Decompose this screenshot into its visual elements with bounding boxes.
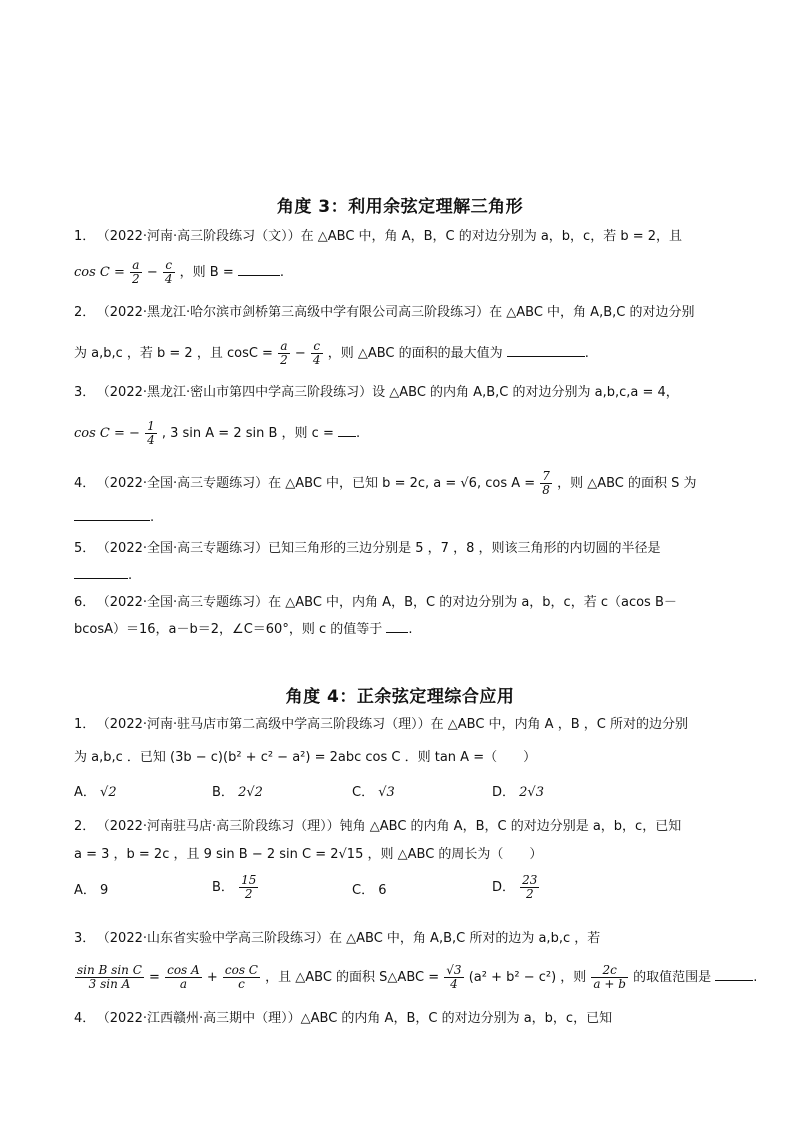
- formula-text: cos C = −: [74, 426, 140, 441]
- fraction: [239, 874, 258, 901]
- option-value: 2√2: [238, 785, 263, 800]
- question-text: ，则 △ABC 的面积 S 为: [557, 476, 697, 491]
- fraction: [165, 964, 202, 991]
- question-text: 的取值范围是: [633, 970, 712, 985]
- section-4-title: 角度 4：正余弦定理综合应用: [285, 687, 515, 707]
- option-value: √3: [378, 785, 395, 800]
- question-text: （2022·河南·高三阶段练习（文））在 △ABC 中，角 A，B，C 的对边分别为 a，b，c，若 b = 2，且: [103, 229, 683, 244]
- s4-q4-line1: [74, 1010, 734, 1028]
- operator: +: [206, 970, 218, 985]
- question-number: 1．: [74, 229, 96, 244]
- s3-q2-line1: [74, 304, 734, 322]
- period: .: [355, 426, 361, 441]
- option-d[interactable]: [492, 874, 540, 901]
- fraction-denominator: 3 sin A: [88, 977, 131, 991]
- fraction-numerator: cos C: [224, 963, 258, 977]
- fraction-numerator: 1: [147, 419, 155, 433]
- fraction-denominator: a: [179, 977, 187, 991]
- option-c[interactable]: [352, 784, 395, 802]
- s4-q1-line2: [74, 749, 734, 767]
- fraction: [520, 874, 539, 901]
- fraction-denominator: 4: [450, 977, 458, 991]
- s3-q6-line2: [74, 620, 734, 639]
- option-value: 6: [378, 883, 387, 898]
- question-text: （2022·黑龙江·哈尔滨市剑桥第三高级中学有限公司高三阶段练习）在 △ABC 中，角 A,B,C 的对边分别: [103, 305, 695, 320]
- fraction-denominator: c: [238, 977, 245, 991]
- fraction-numerator: 15: [241, 873, 257, 887]
- option-label: B．: [212, 880, 234, 895]
- s4-q3-line1: [74, 930, 734, 948]
- question-text: bcosA）＝16，a－b＝2，∠C＝60°，则 c 的值等于: [74, 622, 383, 637]
- question-text: （2022·河南驻马店·高三阶段练习（理））钝角 △ABC 的内角 A，B，C 的对边分别是 a，b，c，已知: [103, 819, 682, 834]
- operator: −: [294, 346, 306, 361]
- fraction-numerator: a: [278, 340, 290, 354]
- fraction: [223, 964, 260, 991]
- s4-q2-line1: [74, 818, 734, 836]
- operator: −: [146, 265, 158, 280]
- fraction-denominator: 4: [147, 433, 155, 447]
- question-number: 5．: [74, 541, 96, 556]
- answer-blank: [715, 968, 753, 981]
- fraction-denominator: 4: [164, 272, 173, 286]
- s4-q2-line2: [74, 846, 734, 864]
- option-c[interactable]: [352, 882, 387, 900]
- s3-q5-line2: [74, 566, 734, 585]
- fraction-numerator: √3: [446, 963, 462, 977]
- question-text: （2022·河南·驻马店市第二高级中学高三阶段练习（理））在 △ABC 中，内角 A ，B ，C 所对的边分别: [103, 717, 688, 732]
- s3-q4-line2: [74, 508, 734, 527]
- option-label: C．: [352, 883, 375, 898]
- question-number: 6．: [74, 595, 96, 610]
- answer-blank: [74, 566, 128, 579]
- question-text: ，则 B =: [179, 265, 234, 280]
- option-label: D．: [492, 880, 516, 895]
- period: .: [150, 510, 155, 525]
- operator: =: [149, 970, 160, 985]
- question-number: 4．: [74, 476, 96, 491]
- period: .: [128, 568, 133, 583]
- question-number: 3．: [74, 931, 96, 946]
- question-text: (a² + b² − c²) ，则: [468, 970, 587, 985]
- question-number: 2．: [74, 305, 96, 320]
- s3-q1-line2: [74, 259, 734, 286]
- question-text: 为 a,b,c ．已知 (3b − c)(b² + c² − a²) = 2abc cos C ．则 tan A =（ ）: [74, 750, 537, 765]
- s4-q1-line1: [74, 716, 734, 734]
- s3-q2-line2: [74, 340, 734, 367]
- fraction-denominator: 2: [525, 887, 534, 901]
- answer-blank: [74, 508, 150, 521]
- option-label: A．: [74, 883, 96, 898]
- question-text: （2022·全国·高三专题练习）已知三角形的三边分别是 5 ，7 ，8 ，则该三角形的内切圆的半径是: [103, 541, 661, 556]
- s3-q3-line2: [74, 420, 734, 447]
- formula-text: cos C =: [74, 265, 125, 280]
- question-text: ，则 △ABC 的面积的最大值为: [327, 346, 503, 361]
- question-text: （2022·山东省实验中学高三阶段练习）在 △ABC 中，角 A,B,C 所对的边为 a,b,c ，若: [103, 931, 601, 946]
- question-text: （2022·全国·高三专题练习）在 △ABC 中，已知 b = 2c, a = √6, cos A =: [103, 476, 536, 491]
- question-text: ，且 △ABC 的面积 S△ABC =: [265, 970, 440, 985]
- fraction-denominator: a + b: [593, 977, 626, 991]
- answer-blank: [386, 620, 408, 633]
- answer-blank: [338, 424, 356, 437]
- question-number: 2．: [74, 819, 96, 834]
- question-text: 为 a,b,c ，若 b = 2 ，且 cosC =: [74, 346, 273, 361]
- fraction: [145, 420, 157, 447]
- fraction-numerator: cos A: [167, 963, 200, 977]
- fraction: [591, 964, 628, 991]
- option-label: A．: [74, 785, 96, 800]
- option-value: 2√3: [519, 785, 544, 800]
- s4-q3-line2: [74, 963, 758, 991]
- fraction-denominator: 2: [280, 353, 288, 367]
- fraction-numerator: 2c: [591, 964, 628, 978]
- option-value: 9: [100, 883, 109, 898]
- period: .: [584, 346, 589, 361]
- fraction: [75, 964, 144, 991]
- s3-q3-line1: [74, 384, 734, 402]
- option-value: √2: [100, 785, 117, 800]
- question-number: 4．: [74, 1011, 96, 1026]
- fraction-numerator: 7: [542, 469, 550, 483]
- fraction-denominator: 2: [244, 887, 253, 901]
- question-text: （2022·黑龙江·密山市第四中学高三阶段练习）设 △ABC 的内角 A,B,C 的对边分别为 a,b,c,a = 4，: [103, 385, 679, 400]
- option-a[interactable]: [74, 784, 117, 802]
- fraction: [163, 259, 175, 286]
- section-3-title: 角度 3：利用余弦定理解三角形: [276, 197, 524, 217]
- s3-q5-line1: [74, 540, 734, 558]
- answer-blank: [238, 263, 280, 276]
- s3-q4-line1: [74, 470, 734, 497]
- fraction-denominator: 4: [312, 353, 321, 367]
- period: .: [279, 265, 284, 280]
- question-text: （2022·全国·高三专题练习）在 △ABC 中，内角 A，B，C 的对边分别为 a，b，c，若 c（acos B－: [103, 595, 677, 610]
- fraction-denominator: 8: [542, 483, 550, 497]
- s3-q1-line1: [74, 228, 734, 246]
- fraction-numerator: c: [163, 259, 175, 273]
- fraction-denominator: 2: [132, 272, 140, 286]
- fraction: [278, 340, 290, 367]
- question-text: , 3 sin A = 2 sin B ，则 c =: [161, 426, 334, 441]
- period: .: [408, 622, 413, 637]
- answer-blank: [507, 344, 585, 357]
- option-a[interactable]: [74, 882, 108, 900]
- fraction: [130, 259, 142, 286]
- fraction-numerator: a: [130, 259, 142, 273]
- option-b[interactable]: [212, 874, 259, 901]
- fraction-numerator: c: [311, 340, 323, 354]
- question-number: 1．: [74, 717, 96, 732]
- period: .: [753, 970, 758, 985]
- fraction: [311, 340, 323, 367]
- option-d[interactable]: [492, 784, 544, 802]
- fraction-numerator: sin B sin C: [77, 963, 142, 977]
- option-label: D．: [492, 785, 516, 800]
- question-text: （2022·江西赣州·高三期中（理））△ABC 的内角 A，B，C 的对边分别为 a，b，c，已知: [103, 1011, 613, 1026]
- fraction-numerator: 23: [522, 873, 538, 887]
- fraction: [540, 470, 552, 497]
- question-text: a = 3 ，b = 2c ，且 9 sin B − 2 sin C = 2√15 ，则 △ABC 的周长为（ ）: [74, 847, 543, 862]
- s3-q6-line1: [74, 594, 734, 612]
- fraction: [444, 964, 463, 991]
- option-label: B．: [212, 785, 234, 800]
- question-number: 3．: [74, 385, 96, 400]
- option-label: C．: [352, 785, 375, 800]
- option-b[interactable]: [212, 784, 263, 802]
